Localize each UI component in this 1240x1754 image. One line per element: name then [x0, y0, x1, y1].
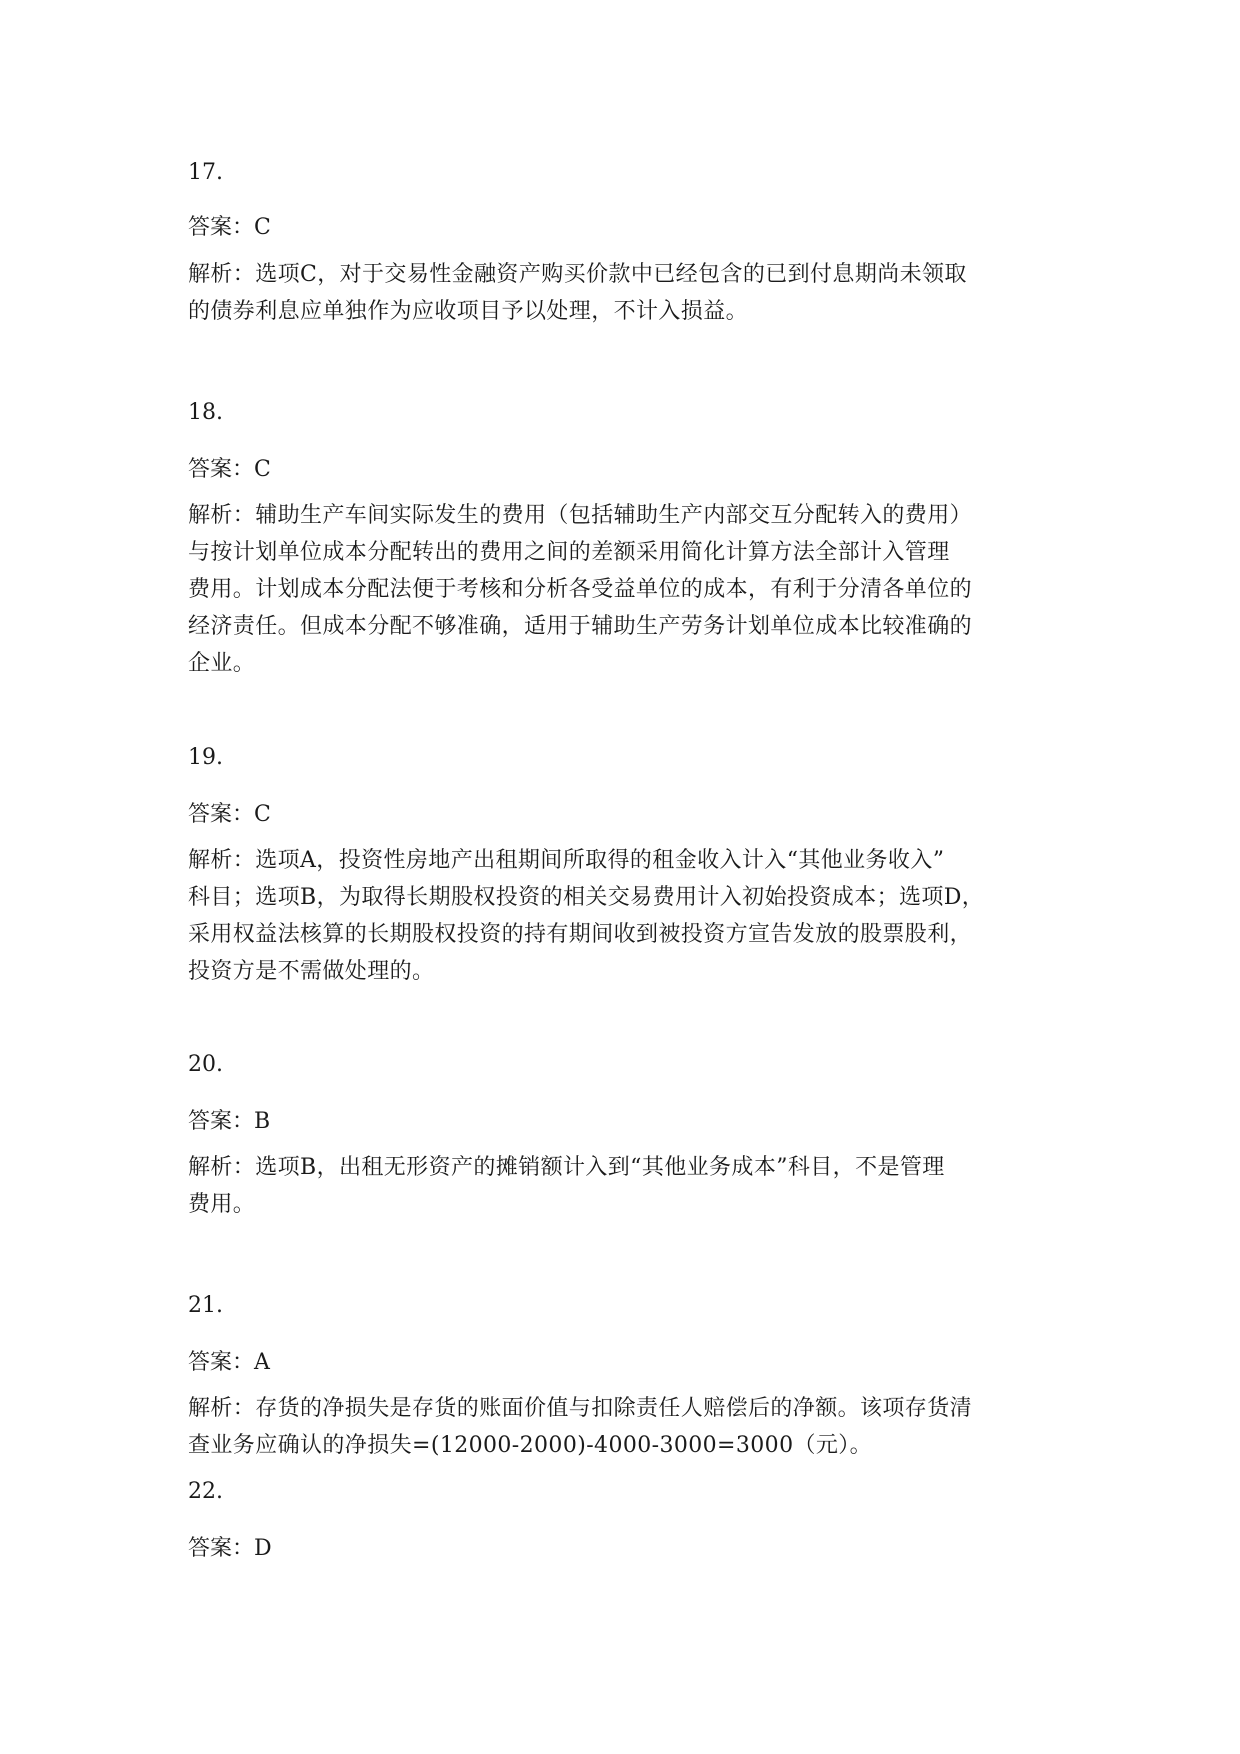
- analysis-line: 解析：选项C，对于交易性金融资产购买价款中已经包含的已到付息期尚未领取: [188, 262, 967, 287]
- answer-line: 答案：C: [188, 457, 271, 482]
- analysis-line: 费用。计划成本分配法便于考核和分析各受益单位的成本，有利于分清各单位的: [188, 577, 973, 602]
- question-number: 18.: [188, 400, 223, 425]
- question-number: 21.: [188, 1293, 223, 1318]
- analysis-line: 解析：选项A，投资性房地产出租期间所取得的租金收入计入“其他业务收入”: [188, 848, 945, 873]
- analysis-line: 解析：选项B，出租无形资产的摊销额计入到“其他业务成本”科目，不是管理: [188, 1155, 945, 1180]
- analysis-line: 查业务应确认的净损失=(12000-2000)-4000-3000=3000（元）。: [188, 1433, 873, 1458]
- analysis-line: 解析：辅助生产车间实际发生的费用（包括辅助生产内部交互分配转入的费用）: [188, 503, 973, 528]
- analysis-line: 费用。: [188, 1192, 256, 1217]
- analysis-block: [188, 1390, 972, 1464]
- analysis-block: [188, 1149, 945, 1223]
- analysis-line: 经济责任。但成本分配不够准确，适用于辅助生产劳务计划单位成本比较准确的: [188, 614, 973, 639]
- analysis-line: 与按计划单位成本分配转出的费用之间的差额采用简化计算方法全部计入管理: [188, 540, 950, 565]
- analysis-line: 投资方是不需做处理的。: [188, 959, 435, 984]
- answer-line: 答案：A: [188, 1350, 270, 1375]
- question-number: 20.: [188, 1052, 223, 1077]
- analysis-line: 企业。: [188, 651, 256, 676]
- question-number: 17.: [188, 160, 223, 185]
- answer-line: 答案：D: [188, 1536, 272, 1561]
- analysis-block: [188, 256, 967, 330]
- analysis-block: [188, 497, 972, 682]
- analysis-block: [188, 842, 984, 990]
- answer-line: 答案：C: [188, 215, 271, 240]
- question-number: 19.: [188, 745, 223, 770]
- question-number: 22.: [188, 1479, 223, 1504]
- answer-line: 答案：B: [188, 1109, 271, 1134]
- analysis-line: 的债券利息应单独作为应收项目予以处理，不计入损益。: [188, 299, 749, 324]
- analysis-line: 解析：存货的净损失是存货的账面价值与扣除责任人赔偿后的净额。该项存货清: [188, 1396, 973, 1421]
- analysis-line: 采用权益法核算的长期股权投资的持有期间收到被投资方宣告发放的股票股利，: [188, 922, 973, 947]
- answer-line: 答案：C: [188, 802, 271, 827]
- analysis-line: 科目；选项B，为取得长期股权投资的相关交易费用计入初始投资成本；选项D，: [188, 885, 985, 910]
